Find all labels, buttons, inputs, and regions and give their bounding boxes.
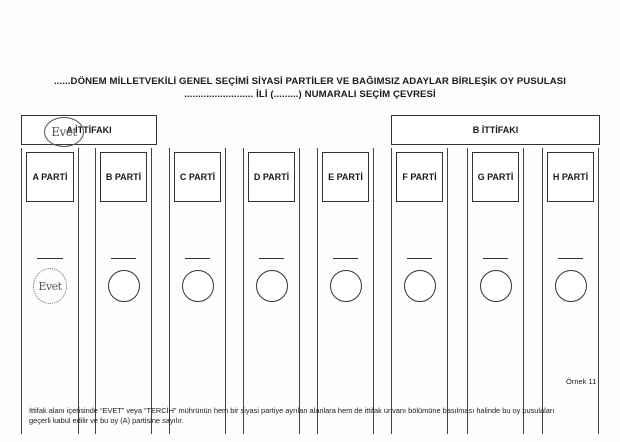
party-column-d (243, 148, 300, 434)
vote-circle[interactable] (330, 270, 362, 302)
signature-line (483, 258, 508, 259)
party-column-g (467, 148, 524, 434)
party-label-h: H PARTİ (552, 172, 589, 182)
party-column-b (95, 148, 152, 434)
signature-line (333, 258, 358, 259)
electoral-district-title: ......................... İLİ (.........) NUMARALI SEÇİM ÇEVRESİ (184, 89, 436, 100)
signature-line (111, 258, 136, 259)
party-label-f: F PARTİ (402, 172, 437, 182)
signature-line (558, 258, 583, 259)
alliance-a-header (21, 115, 157, 145)
vote-circle[interactable] (108, 270, 140, 302)
vote-circle[interactable] (480, 270, 512, 302)
party-column-e (317, 148, 374, 434)
party-label-d: D PARTİ (253, 172, 290, 182)
party-column-h (542, 148, 599, 434)
alliance-b-header (391, 115, 600, 145)
party-column-a (21, 148, 79, 434)
party-label-a: A PARTİ (32, 172, 68, 182)
signature-line (185, 258, 210, 259)
vote-circle-stamped[interactable] (33, 268, 67, 304)
party-box-c (174, 152, 221, 202)
signature-line (407, 258, 432, 259)
footnote-line-1: İttifak alanı içerisinde “EVET” veya “TERCİH” mührünün hem bir siyasi partiye ayrılan alanlara hem de ittifak unvanı bölümüne basılması halinde bu oy pusulaları (29, 406, 555, 415)
party-label-b: B PARTİ (105, 172, 142, 182)
evet-stamp-icon: Evet (38, 279, 62, 293)
party-box-g (472, 152, 519, 202)
party-box-f (396, 152, 443, 202)
vote-circle[interactable] (555, 270, 587, 302)
party-column-f (391, 148, 448, 434)
party-label-e: E PARTİ (328, 172, 363, 182)
party-column-c (169, 148, 226, 434)
footnote-line-2: geçerli kabul edilir ve bu oy (A) partisine sayılır. (29, 416, 184, 425)
vote-circle[interactable] (404, 270, 436, 302)
alliance-b-label: B İTTİFAKI (472, 125, 519, 135)
party-label-c: C PARTİ (179, 172, 216, 182)
party-box-e (322, 152, 369, 202)
signature-line (259, 258, 284, 259)
alliance-stamp-text: Evet (51, 125, 77, 139)
sample-label: Örnek 11 (566, 377, 597, 386)
party-box-b (100, 152, 147, 202)
ballot-title: ......DÖNEM MİLLETVEKİLİ GENEL SEÇİMİ SİYASİ PARTİLER VE BAĞIMSIZ ADAYLAR BİRLEŞİK OY PUSULASI (53, 76, 567, 87)
party-box-h (547, 152, 594, 202)
party-box-d (248, 152, 295, 202)
footnote (29, 406, 589, 426)
signature-line (37, 258, 63, 259)
party-label-g: G PARTİ (477, 172, 514, 182)
party-box-a (26, 152, 74, 202)
vote-circle[interactable] (182, 270, 214, 302)
vote-circle[interactable] (256, 270, 288, 302)
evet-stamp-icon (44, 117, 84, 147)
alliance-a-label: A İTTİFAKI (66, 125, 112, 135)
